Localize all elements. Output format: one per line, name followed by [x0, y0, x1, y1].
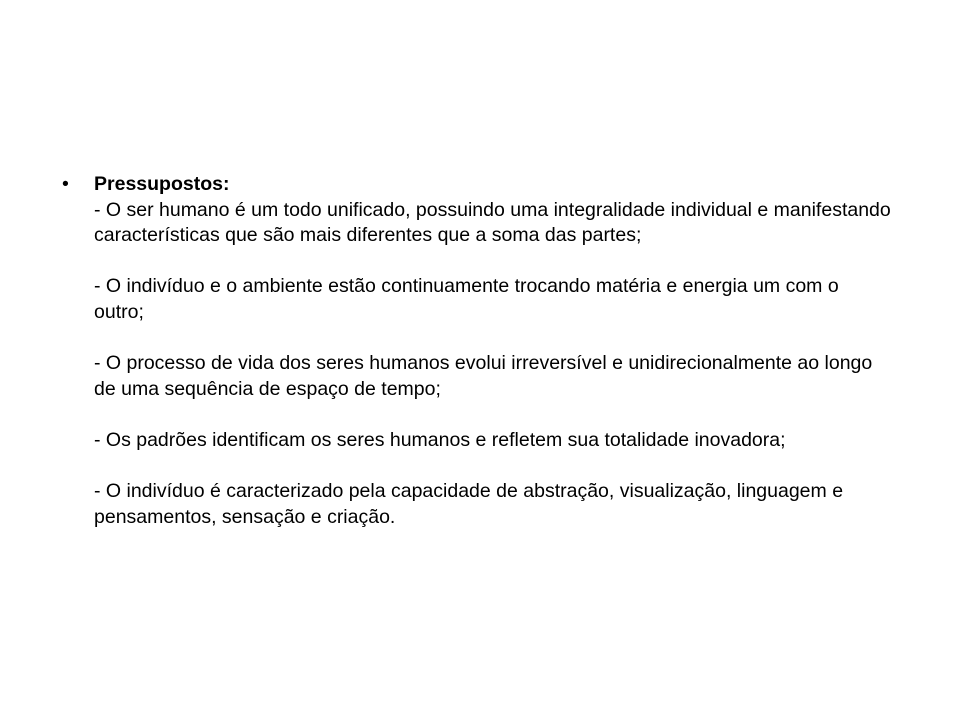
paragraph-2: - O indivíduo e o ambiente estão continuamente trocando matéria e energia um com o outro;	[94, 275, 839, 323]
paragraph-spacer	[94, 454, 892, 480]
paragraph-5: - O indivíduo é caracterizado pela capacidade de abstração, visualização, linguagem e pensamentos, sensação e criação.	[94, 480, 844, 528]
heading-pressupostos: Pressupostos:	[94, 173, 230, 195]
paragraph-spacer	[94, 402, 892, 428]
paragraph-spacer	[94, 249, 892, 275]
bullet-content	[94, 172, 892, 530]
paragraph-4: - Os padrões identificam os seres humanos e refletem sua totalidade inovadora;	[94, 428, 786, 451]
paragraph-spacer	[94, 326, 892, 352]
paragraph-3: - O processo de vida dos seres humanos evolui irreversível e unidirecionalmente ao longo de uma sequência de espaço de tempo;	[94, 352, 873, 400]
bullet-icon: •	[62, 173, 69, 195]
bullet-list-item	[62, 172, 892, 530]
paragraph-1: - O ser humano é um todo unificado, possuindo uma integralidade individual e manifestando características que são mais diferentes que a soma das partes;	[94, 198, 891, 247]
